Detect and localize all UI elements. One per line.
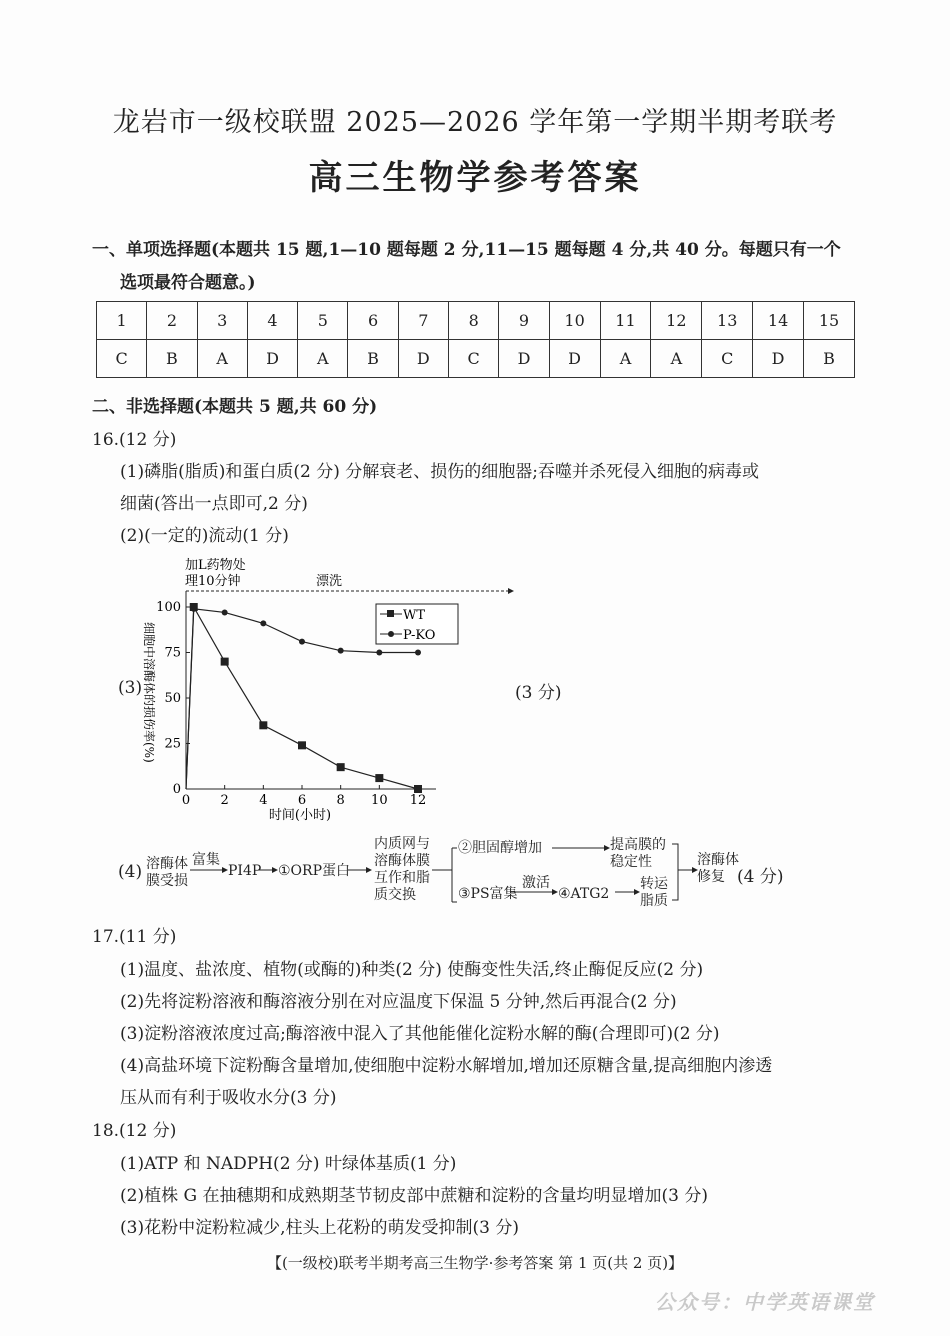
question-number-cell: 7 xyxy=(398,302,448,340)
flow-text: 转运 xyxy=(640,876,668,892)
flow-text: 质交换 xyxy=(374,887,416,903)
section1-heading-cont: 选项最符合题意。) xyxy=(120,273,256,293)
data-point-pko xyxy=(299,639,305,645)
answer-row xyxy=(97,340,855,378)
flow-node: ④ATG2 xyxy=(558,886,610,902)
data-point-wt xyxy=(414,785,422,793)
answer-table xyxy=(96,301,855,378)
data-point-wt xyxy=(337,763,345,771)
flow-arrow-label: 激活 xyxy=(522,875,550,891)
y-tick-label: 100 xyxy=(156,600,181,615)
flow-text: 溶酶体 xyxy=(146,856,188,872)
question-number-cell: 8 xyxy=(449,302,499,340)
legend-pko: P-KO xyxy=(403,628,436,643)
q17-line: (4)高盐环境下淀粉酶含量增加,使细胞中淀粉水解增加,增加还原糖含量,提高细胞内渗透 xyxy=(120,1056,773,1076)
y-tick-label: 25 xyxy=(164,736,181,752)
chart-annotation: 理10分钟 xyxy=(185,574,241,589)
watermark: 公众号：中学英语课堂 xyxy=(655,1290,875,1314)
flow-arrows xyxy=(0,830,950,920)
q17-title: 17.(11 分) xyxy=(92,927,177,947)
flow-text: 溶酶体膜 xyxy=(374,853,430,869)
question-number-cell: 12 xyxy=(651,302,702,340)
legend-square-marker xyxy=(387,610,394,617)
data-point-wt xyxy=(259,721,267,729)
answer-cell: D xyxy=(753,340,804,378)
q17-line: (3)淀粉溶液浓度过高;酶溶液中混入了其他能催化淀粉水解的酶(合理即可)(2 分) xyxy=(120,1024,720,1044)
x-tick-label: 0 xyxy=(181,793,191,808)
answer-cell: C xyxy=(449,340,499,378)
q18-line: (1)ATP 和 NADPH(2 分) 叶绿体基质(1 分) xyxy=(120,1154,457,1174)
flow-node: ②胆固醇增加 xyxy=(458,840,542,856)
answer-cell: A xyxy=(298,340,348,378)
section1-heading: 一、单项选择题(本题共 15 题,1—10 题每题 2 分,11—15 题每题 4 分,共 40 分。每题只有一个 xyxy=(92,240,841,260)
q16-line: 细菌(答出一点即可,2 分) xyxy=(120,494,308,514)
question-number-cell: 1 xyxy=(97,302,147,340)
answer-cell: D xyxy=(499,340,549,378)
answer-cell: B xyxy=(804,340,855,378)
question-number-cell: 6 xyxy=(348,302,398,340)
q17-line: 压从而有利于吸收水分(3 分) xyxy=(120,1088,337,1108)
data-point-pko xyxy=(191,606,197,612)
q18-line: (3)花粉中淀粉粒减少,柱头上花粉的萌发受抑制(3 分) xyxy=(120,1218,519,1238)
q16-part3-label: (3) xyxy=(118,678,143,698)
q16-part3-score: (3 分) xyxy=(515,683,562,703)
x-tick-label: 6 xyxy=(297,793,307,808)
x-tick-label: 2 xyxy=(220,793,229,808)
legend-circle-marker xyxy=(388,631,394,637)
answer-cell: B xyxy=(147,340,197,378)
wash-arrow-head xyxy=(508,588,514,594)
q16-title: 16.(12 分) xyxy=(92,430,177,450)
question-number-cell: 5 xyxy=(298,302,348,340)
data-point-pko xyxy=(338,648,344,654)
flow-node: ①ORP蛋白 xyxy=(278,863,350,879)
lysosome-damage-chart xyxy=(140,552,520,827)
answer-cell: A xyxy=(600,340,651,378)
question-number-cell: 14 xyxy=(753,302,804,340)
chart-annotation: 漂洗 xyxy=(316,574,343,589)
answer-cell: D xyxy=(549,340,600,378)
question-number-cell: 9 xyxy=(499,302,549,340)
y-tick-label: 50 xyxy=(164,691,181,706)
page-footer: 【(一级校)联考半期考高三生物学·参考答案 第 1 页(共 2 页)】 xyxy=(266,1254,684,1272)
flow-label: (4) xyxy=(118,862,143,882)
q16-line: (2)(一定的)流动(1 分) xyxy=(120,526,289,546)
answer-cell: D xyxy=(398,340,448,378)
legend-wt: WT xyxy=(403,608,426,623)
flow-text: 互作和脂 xyxy=(374,870,430,886)
data-point-pko xyxy=(415,650,421,656)
question-number-cell: 4 xyxy=(247,302,297,340)
y-tick-label: 0 xyxy=(172,782,181,797)
y-axis-label: 细胞中溶酶体的损伤率(%) xyxy=(142,622,156,763)
flow-text: 内质网与 xyxy=(374,836,430,852)
question-number-cell: 15 xyxy=(804,302,855,340)
answer-cell: A xyxy=(197,340,247,378)
x-tick-label: 8 xyxy=(336,793,345,808)
question-number-cell: 11 xyxy=(600,302,651,340)
q18-line: (2)植株 G 在抽穗期和成熟期茎节韧皮部中蔗糖和淀粉的含量均明显增加(3 分) xyxy=(120,1186,708,1206)
q18-title: 18.(12 分) xyxy=(92,1121,177,1141)
flow-arrow-label: 富集 xyxy=(192,852,220,868)
flow-text: 膜受损 xyxy=(146,873,188,889)
question-number-row xyxy=(97,302,855,340)
answer-cell: C xyxy=(97,340,147,378)
x-tick-label: 4 xyxy=(259,793,268,808)
flow-node: ③PS富集 xyxy=(458,886,518,902)
y-tick-label: 75 xyxy=(164,645,181,661)
data-point-wt xyxy=(298,741,306,749)
data-point-pko xyxy=(260,620,266,626)
question-number-cell: 2 xyxy=(147,302,197,340)
flow-text: 脂质 xyxy=(640,893,668,909)
answer-cell: A xyxy=(651,340,702,378)
x-axis-label: 时间(小时) xyxy=(268,808,332,823)
flow-text: 提高膜的 xyxy=(610,837,666,853)
flow-score: (4 分) xyxy=(737,867,784,887)
page-title: 高三生物学参考答案 xyxy=(308,158,642,198)
flow-text: 稳定性 xyxy=(610,854,652,870)
flow-text: 溶酶体 xyxy=(697,852,739,868)
section2-heading: 二、非选择题(本题共 5 题,共 60 分) xyxy=(92,397,378,417)
q17-line: (2)先将淀粉溶液和酶溶液分别在对应温度下保温 5 分钟,然后再混合(2 分) xyxy=(120,992,677,1012)
chart-annotation: 加L药物处 xyxy=(185,558,246,573)
data-point-wt xyxy=(375,774,383,782)
data-point-pko xyxy=(376,650,382,656)
q16-line: (1)磷脂(脂质)和蛋白质(2 分) 分解衰老、损伤的细胞器;吞噬并杀死侵入细胞的病毒或 xyxy=(120,462,759,482)
data-point-pko xyxy=(222,609,228,615)
answer-cell: C xyxy=(702,340,753,378)
answer-cell: D xyxy=(247,340,297,378)
question-number-cell: 13 xyxy=(702,302,753,340)
flow-text: 修复 xyxy=(697,869,725,885)
answer-cell: B xyxy=(348,340,398,378)
flow-node: PI4P xyxy=(228,863,262,879)
question-number-cell: 3 xyxy=(197,302,247,340)
q17-line: (1)温度、盐浓度、植物(或酶的)种类(2 分) 使酶变性失活,终止酶促反应(2 分) xyxy=(120,960,704,980)
x-tick-label: 12 xyxy=(409,793,427,808)
data-point-wt xyxy=(221,658,229,666)
exam-title: 龙岩市一级校联盟 2025—2026 学年第一学期半期考联考 xyxy=(112,107,838,138)
question-number-cell: 10 xyxy=(549,302,600,340)
x-tick-label: 10 xyxy=(371,793,388,808)
